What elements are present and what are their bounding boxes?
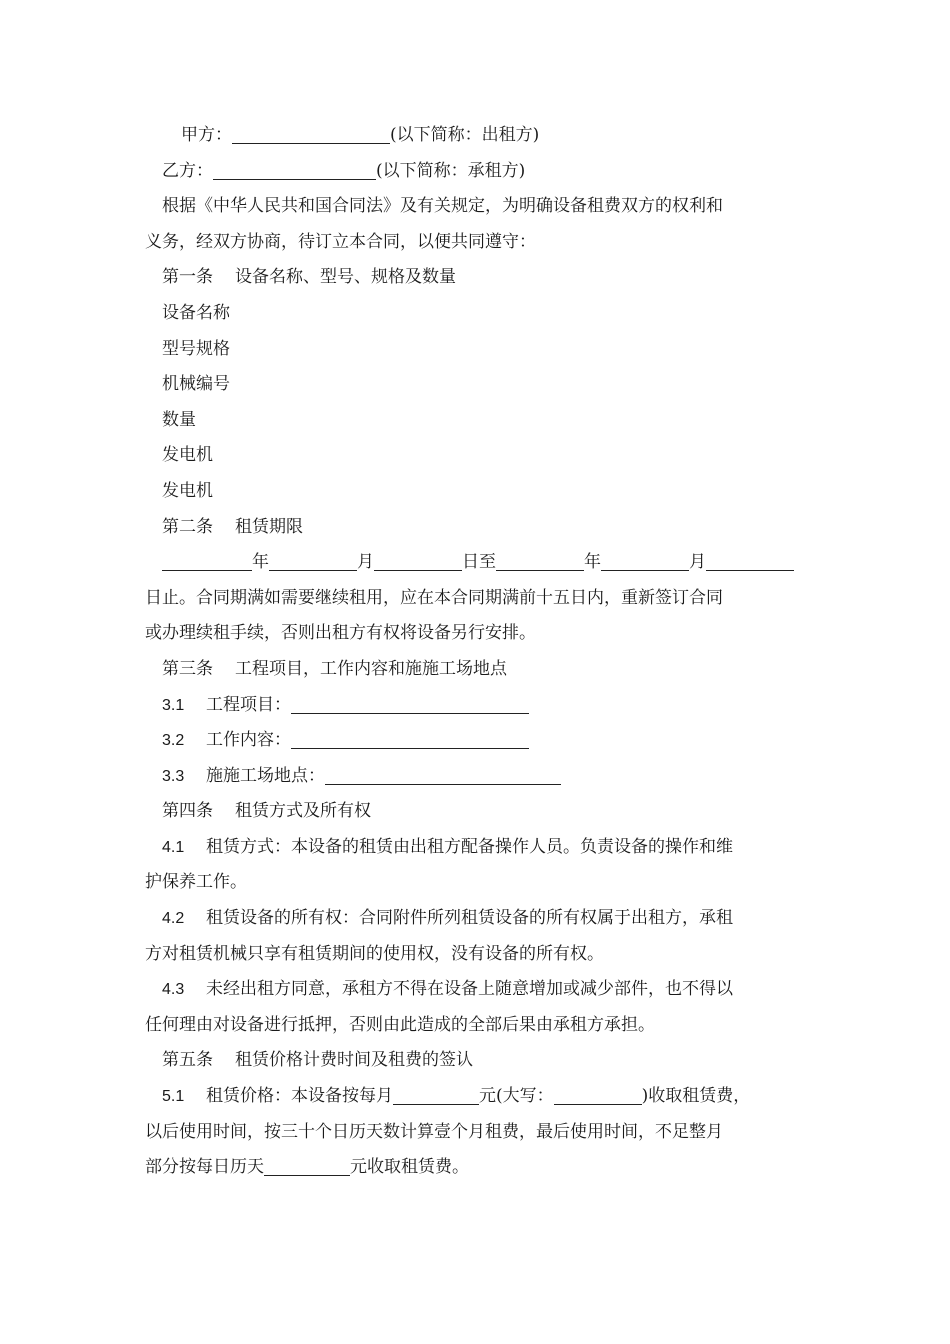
work-content-blank[interactable] xyxy=(291,728,529,749)
preamble-line-1: 根据《中华人民共和国合同法》及有关规定，为明确设备租费双方的权利和 xyxy=(162,196,723,217)
article-5-title: 租赁价格计费时间及租费的签认 xyxy=(235,1050,473,1071)
clause-5-1-text-c: )收取租赁费， xyxy=(641,1086,751,1107)
party-b-note: (以下简称：承租方) xyxy=(376,160,526,181)
clause-4-1-number: 4.1 xyxy=(162,838,185,856)
article-5-heading xyxy=(145,1043,810,1079)
project-blank[interactable] xyxy=(291,693,529,714)
clause-5-1-cont-2 xyxy=(145,1150,810,1186)
quantity-label: 数量 xyxy=(162,409,196,430)
clause-3-1-number: 3.1 xyxy=(162,696,185,714)
article-1-title: 设备名称、型号、规格及数量 xyxy=(235,267,456,288)
article-1-heading xyxy=(145,260,810,296)
clause-4-2-number: 4.2 xyxy=(162,910,185,928)
clause-5-1-text-b: 元(大写： xyxy=(479,1086,554,1107)
article-3-number: 第三条 xyxy=(162,658,213,679)
article-4-title: 租赁方式及所有权 xyxy=(235,801,371,822)
article-1-number: 第一条 xyxy=(162,267,213,288)
clause-4-2 xyxy=(145,901,810,937)
daily-rent-blank[interactable] xyxy=(264,1155,350,1176)
article-2-title: 租赁期限 xyxy=(235,516,303,537)
generator-item-2: 发电机 xyxy=(162,480,213,501)
daily-rent-text-b: 元收取租赁费。 xyxy=(350,1157,469,1178)
equipment-name-label: 设备名称 xyxy=(162,302,230,323)
lease-period-text-2: 或办理续租手续，否则出租方有权将设备另行安排。 xyxy=(145,623,536,644)
clause-5-1-number: 5.1 xyxy=(162,1088,185,1106)
model-spec-label: 型号规格 xyxy=(162,338,230,359)
start-day-label: 日至 xyxy=(462,552,496,573)
party-a-label: 甲方： xyxy=(181,125,232,145)
party-a-blank[interactable] xyxy=(232,123,390,144)
lease-period-text-1: 日止。合同期满如需要继续租用，应在本合同期满前十五日内，重新签订合同 xyxy=(145,587,723,608)
start-month-blank[interactable] xyxy=(269,550,357,571)
clause-3-3-text: 施施工场地点： xyxy=(206,765,325,786)
clause-3-3 xyxy=(145,759,810,795)
clause-4-2-text: 租赁设备的所有权：合同附件所列租赁设备的所有权属于出租方，承租 xyxy=(206,908,733,929)
end-month-label: 月 xyxy=(689,552,706,573)
start-year-label: 年 xyxy=(252,552,269,573)
start-year-blank[interactable] xyxy=(162,550,252,571)
lease-period-dates xyxy=(145,545,810,581)
party-b-line xyxy=(145,154,810,190)
end-day-blank[interactable] xyxy=(706,550,794,571)
end-year-label: 年 xyxy=(584,552,601,573)
preamble-line-2: 义务，经双方协商，待订立本合同，以便共同遵守： xyxy=(145,231,536,252)
end-year-blank[interactable] xyxy=(496,550,584,571)
clause-3-3-number: 3.3 xyxy=(162,767,185,785)
article-3-heading xyxy=(145,652,810,688)
clause-4-3 xyxy=(145,972,810,1008)
article-4-number: 第四条 xyxy=(162,801,213,822)
clause-4-3-text: 未经出租方同意，承租方不得在设备上随意增加或减少部件，也不得以 xyxy=(206,979,733,1000)
clause-3-2 xyxy=(145,723,810,759)
contract-body xyxy=(145,118,810,1186)
clause-5-1 xyxy=(145,1079,810,1115)
generator-item-1: 发电机 xyxy=(162,445,213,466)
daily-rent-text-a: 部分按每日历天 xyxy=(145,1157,264,1178)
clause-4-1-text: 租赁方式：本设备的租赁由出租方配备操作人员。负责设备的操作和维 xyxy=(206,836,733,857)
monthly-rent-blank[interactable] xyxy=(393,1084,479,1105)
start-month-label: 月 xyxy=(357,552,374,573)
party-a-line xyxy=(145,118,810,154)
article-4-heading xyxy=(145,794,810,830)
clause-3-2-number: 3.2 xyxy=(162,732,185,750)
monthly-rent-words-blank[interactable] xyxy=(554,1084,642,1105)
machine-number-label: 机械编号 xyxy=(162,374,230,395)
clause-4-1-cont: 护保养工作。 xyxy=(145,872,247,893)
article-5-number: 第五条 xyxy=(162,1050,213,1071)
article-2-heading xyxy=(145,510,810,546)
party-b-blank[interactable] xyxy=(213,159,376,180)
party-b-label: 乙方： xyxy=(162,160,213,181)
start-day-blank[interactable] xyxy=(374,550,462,571)
clause-4-1 xyxy=(145,830,810,866)
clause-4-2-cont: 方对租赁机械只享有租赁期间的使用权，没有设备的所有权。 xyxy=(145,943,604,964)
clause-3-1-text: 工程项目： xyxy=(206,694,291,715)
clause-4-3-number: 4.3 xyxy=(162,981,185,999)
clause-5-1-text-a: 租赁价格：本设备按每月 xyxy=(206,1086,393,1107)
end-month-blank[interactable] xyxy=(601,550,689,571)
party-a-note: (以下简称：出租方) xyxy=(390,125,540,145)
clause-3-2-text: 工作内容： xyxy=(206,730,291,751)
clause-4-3-cont: 任何理由对设备进行抵押，否则由此造成的全部后果由承租方承担。 xyxy=(145,1014,655,1035)
article-3-title: 工程项目，工作内容和施施工场地点 xyxy=(235,658,507,679)
clause-3-1 xyxy=(145,688,810,724)
article-2-number: 第二条 xyxy=(162,516,213,537)
clause-5-1-cont: 以后使用时间，按三十个日历天数计算壹个月租费，最后使用时间，不足整月 xyxy=(145,1121,723,1142)
site-location-blank[interactable] xyxy=(325,764,561,785)
